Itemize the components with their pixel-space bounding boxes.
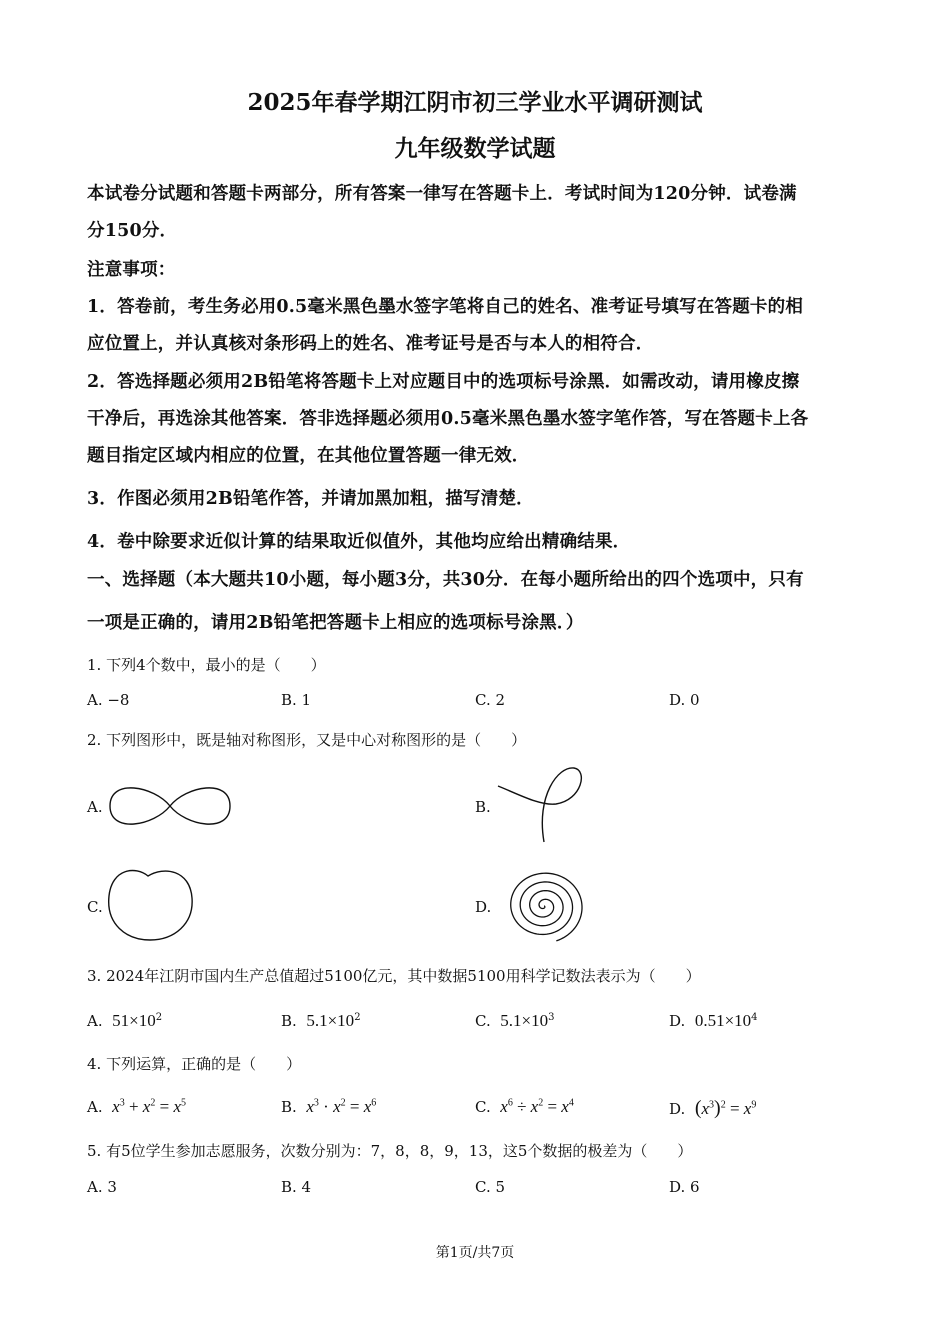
q4-option-d-label: D. (669, 1100, 686, 1118)
q3-option-a-label: A. (87, 1012, 103, 1030)
q1-option-d: D. 0 (669, 691, 700, 709)
cardioid-figure (106, 866, 196, 942)
q3-option-a-base: 51×10 (112, 1011, 156, 1030)
page-footer: 第1页/共7页 (435, 1245, 515, 1261)
spiral-figure (497, 864, 591, 948)
q4-option-c (475, 1097, 574, 1117)
q4-option-d (669, 1097, 756, 1120)
q1-option-c: C. 2 (475, 691, 506, 709)
q4-option-c-label: C. (475, 1098, 491, 1116)
q2-option-a-label: A. (87, 798, 103, 816)
q5-option-d: D. 6 (669, 1178, 700, 1196)
q1-option-a: A. −8 (87, 691, 130, 709)
q4-option-b (281, 1097, 376, 1117)
q3-option-b-base: 5.1×10 (306, 1011, 355, 1030)
q3-option-d-label: D. (669, 1012, 686, 1030)
q4-option-a-label: A. (87, 1098, 103, 1116)
q5-option-c: C. 5 (475, 1178, 506, 1196)
q3-option-b (281, 1011, 361, 1031)
q3-option-b-exp: 2 (354, 1012, 361, 1023)
q4-option-c-expr: $x^6 \div x^2 = x^4$ (500, 1097, 574, 1116)
q3-option-a-exp: 2 (155, 1012, 163, 1023)
notice-2-line-1: 2．答选择题必须用2B铅笔将答题卡上对应题目中的选项标号涂黑．如需改动，请用橡皮擦 (87, 372, 800, 392)
q4-option-b-label: B. (281, 1098, 297, 1116)
q4-stem: 4. 下列运算，正确的是（ ） (87, 1055, 302, 1073)
lemniscate-figure (106, 780, 234, 832)
notice-heading: 注意事项： (87, 260, 176, 280)
q3-option-c-exp: 3 (548, 1012, 555, 1023)
q2-option-d-label: D. (475, 898, 492, 916)
q4-option-a (87, 1097, 186, 1117)
notice-4: 4．卷中除要求近似计算的结果取近似值外，其他均应给出精确结果． (87, 532, 631, 552)
q3-option-c-label: C. (475, 1012, 491, 1030)
q4-option-a-expr: $x^3 + x^2 = x^5$ (112, 1097, 186, 1116)
q5-option-a: A. 3 (87, 1178, 117, 1196)
q3-stem: 3. 2024年江阴市国内生产总值超过5100亿元，其中数据5100用科学记数法表示为（ ） (87, 967, 701, 985)
notice-2-line-3: 题目指定区域内相应的位置，在其他位置答题一律无效． (87, 446, 530, 466)
q5-option-b: B. 4 (281, 1178, 312, 1196)
q1-stem: 1. 下列4个数中，最小的是（ ） (87, 656, 326, 674)
notice-1-line-1: 1．答卷前，考生务必用0.5毫米黑色墨水签字笔将自己的姓名、准考证号填写在答题卡的相 (87, 297, 804, 317)
q4-option-b-expr: $x^3 \cdot x^2 = x^6$ (306, 1097, 377, 1116)
q3-option-c-base: 5.1×10 (500, 1011, 549, 1030)
intro-line-2: 分150分． (87, 221, 178, 241)
section-1-line-2: 一项是正确的，请用2B铅笔把答题卡上相应的选项标号涂黑．） (87, 613, 584, 633)
q2-stem: 2. 下列图形中，既是轴对称图形，又是中心对称图形的是（ ） (87, 731, 527, 749)
notice-1-line-2: 应位置上，并认真核对条形码上的姓名、准考证号是否与本人的相符合． (87, 334, 654, 354)
q1-option-b: B. 1 (281, 691, 312, 709)
q3-option-a (87, 1011, 162, 1031)
notice-3: 3．作图必须用2B铅笔作答，并请加黑加粗，描写清楚． (87, 489, 534, 509)
q3-option-b-label: B. (281, 1012, 297, 1030)
exam-title: 2025年春学期江阴市初三学业水平调研测试 (247, 89, 703, 116)
q2-option-b-label: B. (475, 798, 491, 816)
q3-option-d (669, 1011, 758, 1031)
q3-option-d-exp: 4 (751, 1012, 758, 1023)
q4-option-d-expr: $(x^3)^2 = x^9$ (694, 1097, 757, 1119)
loop-curve-figure (496, 766, 588, 844)
q3-option-c (475, 1011, 554, 1031)
q3-option-d-base: 0.51×10 (694, 1011, 752, 1030)
q2-option-c-label: C. (87, 898, 103, 916)
q5-stem: 5. 有5位学生参加志愿服务，次数分别为：7，8，8，9，13，这5个数据的极差为（ ） (87, 1142, 693, 1160)
notice-2-line-2: 干净后，再选涂其他答案．答非选择题必须用0.5毫米黑色墨水签字笔作答，写在答题卡上各 (87, 409, 809, 429)
exam-subtitle: 九年级数学试题 (394, 135, 556, 162)
intro-line-1: 本试卷分试题和答题卡两部分，所有答案一律写在答题卡上．考试时间为120分钟．试卷满 (87, 184, 797, 204)
section-1-line-1: 一、选择题（本大题共10小题，每小题3分，共30分．在每小题所给出的四个选项中，只有 (87, 570, 804, 590)
